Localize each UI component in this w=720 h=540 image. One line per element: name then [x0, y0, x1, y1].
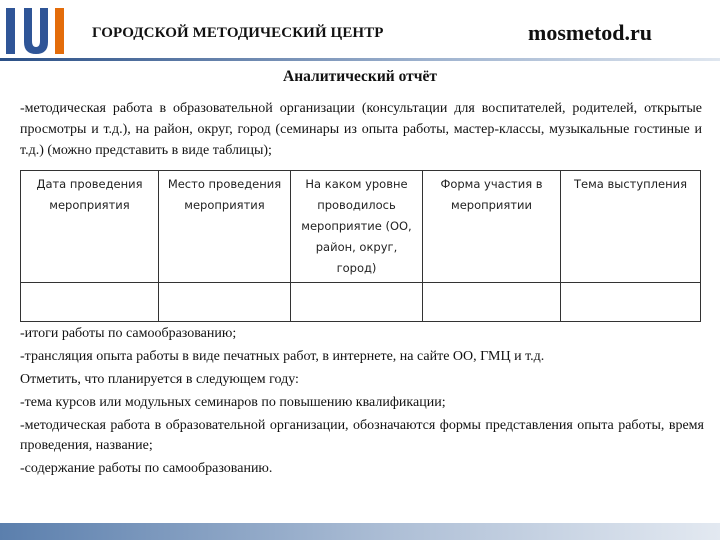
footer-band — [0, 523, 720, 540]
table-cell[interactable] — [21, 283, 159, 322]
column-header-place: Место проведения мероприятия — [159, 171, 291, 283]
column-header-form: Форма участия в мероприятии — [423, 171, 561, 283]
list-item: -трансляция опыта работы в виде печатных работ, в интернете, на сайте ОО, ГМЦ и т.д. — [20, 349, 545, 364]
table-header-row — [21, 171, 701, 283]
header — [0, 0, 720, 62]
list-item: -методическая работа в образовательной организации, обозначаются формы представления опыта работы, время проведения, название; — [20, 418, 704, 453]
table-cell[interactable] — [561, 283, 701, 322]
column-header-date: Дата проведения мероприятия — [21, 171, 159, 283]
table-cell[interactable] — [423, 283, 561, 322]
page-title: Аналитический отчёт — [283, 68, 437, 85]
report-items-list — [20, 322, 704, 480]
list-item: -тема курсов или модульных семинаров по повышению квалификации; — [20, 395, 446, 410]
header-divider — [0, 58, 720, 61]
column-header-topic: Тема выступления — [561, 171, 701, 283]
gmc-logo-icon — [0, 0, 72, 60]
table-row — [21, 283, 701, 322]
list-item: -содержание работы по самообразованию. — [20, 461, 273, 476]
list-item: Отметить, что планируется в следующем году: — [20, 372, 299, 387]
table-cell[interactable] — [291, 283, 423, 322]
org-name: ГОРОДСКОЙ МЕТОДИЧЕСКИЙ ЦЕНТР — [92, 25, 384, 41]
report-table — [20, 170, 701, 322]
site-name[interactable]: mosmetod.ru — [528, 20, 653, 45]
column-header-level: На каком уровне проводилось мероприятие (ОО, район, округ, город) — [291, 171, 423, 283]
list-item: -итоги работы по самообразованию; — [20, 326, 237, 341]
intro-paragraph: -методическая работа в образовательной организации (консультации для воспитателей, родителей, открытые просмотры и т.д.), на район, округ, город (семинары из опыта работы, мастер-классы, музыкальные гостиные и т.д.) (можно представить в виде таблицы); — [20, 101, 702, 158]
table-cell[interactable] — [159, 283, 291, 322]
